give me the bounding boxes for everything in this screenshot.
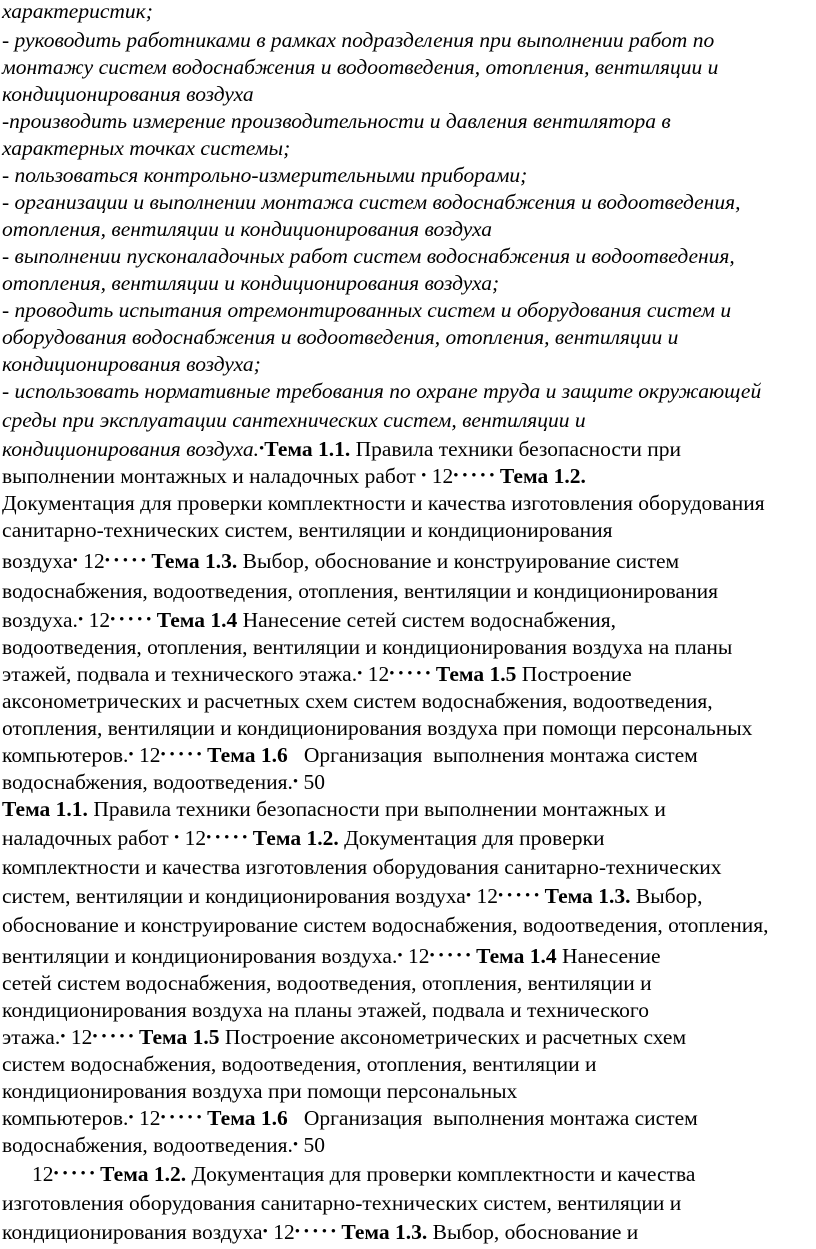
- text-line: компьютеров.• 12• • • • • Тема 1.6 Организация выполнения монтажа систем: [2, 743, 698, 767]
- text-line: обоснование и конструирование систем водоснабжения, водоотведения, отопления,: [2, 913, 769, 937]
- text-line: этажа.• 12• • • • • Тема 1.5 Построение аксонометрических и расчетных схем: [2, 1025, 687, 1049]
- text-line: аксонометрических и расчетных схем систем водоснабжения, водоотведения,: [2, 689, 713, 713]
- text-line: кондиционирования воздуха на планы этажей, подвала и технического: [2, 998, 649, 1022]
- text-line: выполнении монтажных и наладочных работ • 12• • • • • Тема 1.2.: [2, 464, 586, 488]
- text-line: 12• • • • • Тема 1.2. Документация для проверки комплектности и качества: [32, 1162, 696, 1186]
- text-line: - руководить работниками в рамках подразделения при выполнении работ по: [2, 28, 715, 52]
- text-line: изготовления оборудования санитарно-технических систем, вентиляции и: [2, 1191, 682, 1215]
- text-line: среды при эксплуатации сантехнических систем, вентиляции и: [2, 408, 586, 432]
- text-line: систем водоснабжения, водоотведения, отопления, вентиляции и: [2, 1052, 597, 1076]
- text-line: - организации и выполнении монтажа систем водоснабжения и водоотведения,: [2, 190, 741, 214]
- text-line: - пользоваться контрольно-измерительными приборами;: [2, 163, 528, 187]
- text-line: отопления, вентиляции и кондиционирования воздуха;: [2, 271, 500, 295]
- text-line: отопления, вентиляции и кондиционирования воздуха при помощи персональных: [2, 716, 753, 740]
- text-line: - использовать нормативные требования по охране труда и защите окружающей: [2, 379, 762, 403]
- text-line: кондиционирования воздуха.•Тема 1.1. Правила техники безопасности при: [2, 437, 682, 461]
- text-line: водоснабжения, водоотведения.• 50: [2, 1133, 325, 1157]
- text-line: воздуха.• 12• • • • • Тема 1.4 Нанесение сетей систем водоснабжения,: [2, 608, 617, 632]
- text-line: отопления, вентиляции и кондиционирования воздуха: [2, 217, 492, 241]
- text-line: комплектности и качества изготовления оборудования санитарно-технических: [2, 855, 722, 879]
- text-line: - выполнении пусконаладочных работ систем водоснабжения и водоотведения,: [2, 244, 735, 268]
- text-line: кондиционирования воздуха при помощи персональных: [2, 1079, 518, 1103]
- text-line: Тема 1.1. Правила техники безопасности при выполнении монтажных и: [2, 797, 666, 821]
- text-line: водоотведения, отопления, вентиляции и кондиционирования воздуха на планы: [2, 635, 733, 659]
- text-line: компьютеров.• 12• • • • • Тема 1.6 Организация выполнения монтажа систем: [2, 1106, 698, 1130]
- text-line: Документация для проверки комплектности и качества изготовления оборудования: [2, 491, 765, 515]
- text-line: этажей, подвала и технического этажа.• 12• • • • • Тема 1.5 Построение: [2, 662, 632, 686]
- text-line: -производить измерение производительности и давления вентилятора в: [2, 109, 671, 133]
- text-line: оборудования водоснабжения и водоотведения, отопления, вентиляции и: [2, 325, 679, 349]
- text-line: вентиляции и кондиционирования воздуха.• 12• • • • • Тема 1.4 Нанесение: [2, 944, 661, 968]
- text-line: кондиционирования воздуха;: [2, 352, 261, 376]
- text-line: водоснабжения, водоотведения.• 50: [2, 770, 325, 794]
- text-line: наладочных работ • 12• • • • • Тема 1.2. Документация для проверки: [2, 826, 605, 850]
- text-line: сетей систем водоснабжения, водоотведения, отопления, вентиляции и: [2, 971, 652, 995]
- text-line: санитарно-технических систем, вентиляции и кондиционирования: [2, 518, 613, 542]
- text-line: кондиционирования воздуха: [2, 82, 254, 106]
- text-line: кондиционирования воздуха• 12• • • • • Тема 1.3. Выбор, обоснование и: [2, 1220, 639, 1244]
- text-line: - проводить испытания отремонтированных систем и оборудования систем и: [2, 298, 732, 322]
- text-line: воздуха• 12• • • • • Тема 1.3. Выбор, обоснование и конструирование систем: [2, 549, 680, 573]
- text-line: характерных точках системы;: [2, 136, 291, 160]
- text-line: водоснабжения, водоотведения, отопления, вентиляции и кондиционирования: [2, 579, 718, 603]
- text-line: монтажу систем водоснабжения и водоотведения, отопления, вентиляции и: [2, 55, 719, 79]
- text-line: систем, вентиляции и кондиционирования воздуха• 12• • • • • Тема 1.3. Выбор,: [2, 884, 703, 908]
- text-line: характеристик;: [2, 0, 153, 23]
